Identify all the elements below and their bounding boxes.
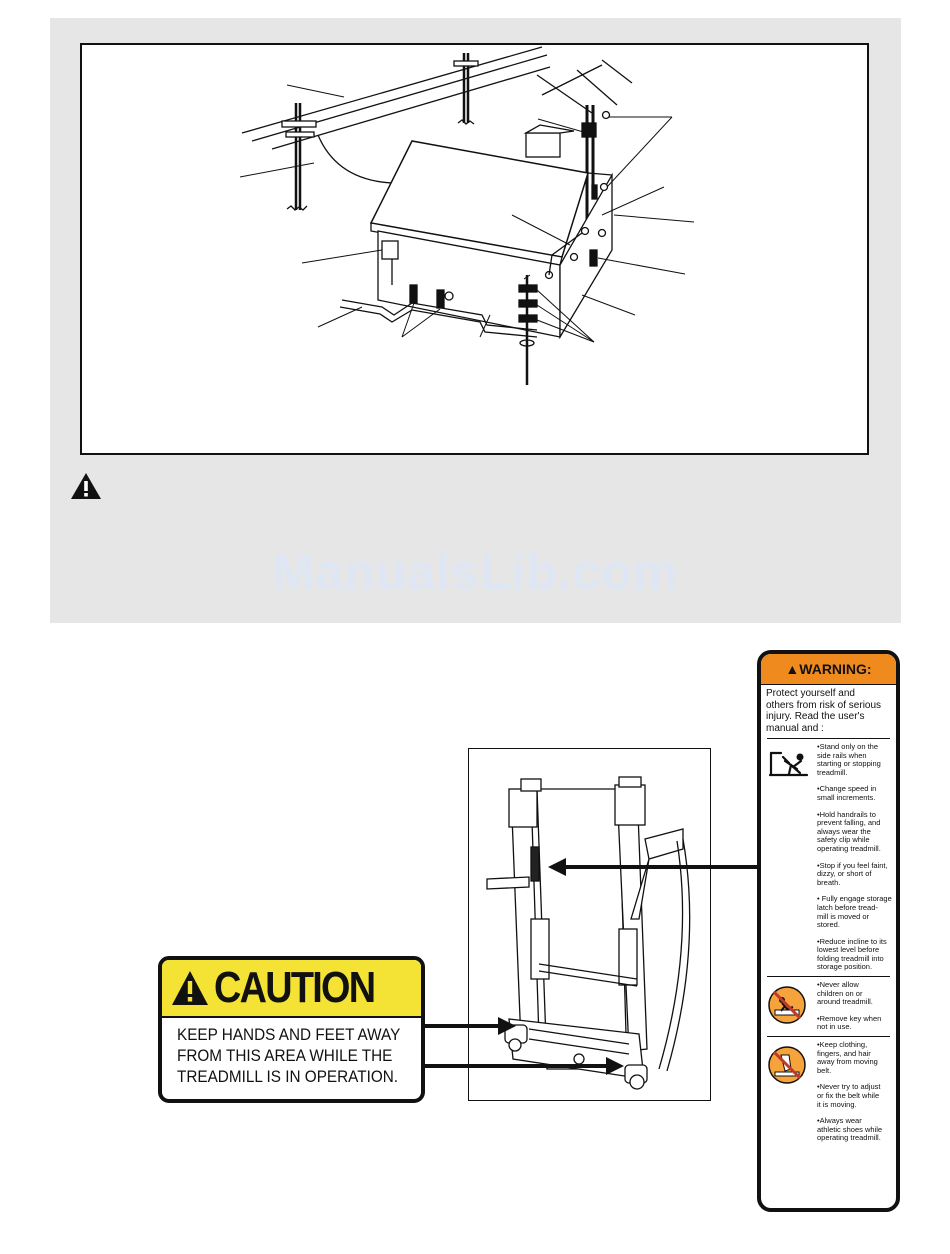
rule-line: always wear the <box>817 826 871 836</box>
rule-line: small increments. <box>817 792 876 802</box>
caution-line: KEEP HANDS AND FEET AWAY <box>177 1025 401 1044</box>
rule-line: lowest level before <box>817 945 880 955</box>
exclamation-triangle-icon <box>170 969 210 1007</box>
caution-text <box>162 1018 421 1087</box>
rule-item <box>817 1083 894 1109</box>
rule-line: not in use. <box>817 1022 852 1032</box>
rule-line: side rails when <box>817 750 867 760</box>
rule-line: around treadmill. <box>817 997 873 1007</box>
divider <box>767 738 890 739</box>
intro-line: Protect yourself and <box>766 688 855 699</box>
person-falling-icon <box>767 745 809 779</box>
warning-decal <box>757 650 900 1212</box>
rule-line: stored. <box>817 920 840 930</box>
no-children-icon <box>767 985 807 1025</box>
rule-line: storage position. <box>817 962 873 972</box>
intro-line: manual and : <box>766 722 824 734</box>
caution-title: CAUTION <box>213 963 374 1012</box>
rule-line: •Keep clothing, <box>817 1040 868 1050</box>
rule-line: operating treadmill. <box>817 1133 881 1143</box>
caution-line: FROM THIS AREA WHILE THE <box>177 1046 393 1065</box>
rule-line: •Never try to adjust <box>817 1082 881 1092</box>
rule-line: •Stop if you feel faint, <box>817 860 888 870</box>
divider <box>767 1036 890 1037</box>
rule-line: safety clip while <box>817 835 870 845</box>
rule-line: prevent falling, and <box>817 818 881 828</box>
rule-line: away from moving <box>817 1057 878 1067</box>
rule-line: or fix the belt while <box>817 1091 880 1100</box>
watermark-text: ManualsLib.com <box>272 544 679 600</box>
rule-line: •Always wear <box>817 1116 862 1126</box>
rule-line: dizzy, or short of <box>817 869 872 879</box>
rule-item <box>817 862 894 888</box>
rule-line: •Hold handrails to <box>817 809 876 819</box>
rule-line: folding treadmill into <box>817 953 884 963</box>
rule-line: •Stand only on the <box>817 742 879 751</box>
rule-line: latch before tread- <box>817 902 878 912</box>
divider <box>767 976 890 977</box>
rule-item <box>817 1041 894 1075</box>
caution-decal <box>158 956 425 1103</box>
rule-item <box>817 811 894 854</box>
intro-line: others from risk of serious <box>766 699 882 711</box>
caution-header <box>162 960 421 1018</box>
rule-line: belt. <box>817 1065 832 1075</box>
rule-item <box>817 981 894 1007</box>
rule-line: children on or <box>817 988 863 998</box>
warning-section-children <box>761 981 896 1032</box>
intro-line: injury. Read the user's <box>766 711 865 722</box>
rule-line: •Change speed in <box>817 784 877 794</box>
rule-line: •Remove key when <box>817 1013 882 1023</box>
rule-item <box>817 1015 894 1032</box>
rule-line: starting or stopping <box>817 759 881 769</box>
rule-line: mill is moved or <box>817 911 870 921</box>
rule-line: treadmill. <box>817 767 848 777</box>
rule-line: •Never allow <box>817 980 859 990</box>
rule-item <box>817 785 894 802</box>
warning-section-usage <box>761 743 896 972</box>
rule-item <box>817 895 894 929</box>
warning-intro <box>761 685 896 734</box>
rule-item <box>817 1117 894 1143</box>
rule-line: •Reduce incline to its <box>817 936 887 946</box>
caution-line: TREADMILL IS IN OPERATION. <box>177 1067 399 1086</box>
keep-hands-away-icon <box>767 1045 807 1085</box>
rule-line: breath. <box>817 877 841 887</box>
warning-header <box>761 654 896 685</box>
rule-item <box>817 938 894 972</box>
rule-line: it is moving. <box>817 1099 857 1109</box>
rule-line: fingers, and hair <box>817 1048 871 1058</box>
rule-line: • Fully engage storage <box>817 894 892 904</box>
warning-section-belt <box>761 1041 896 1143</box>
rule-line: operating treadmill. <box>817 843 881 853</box>
rule-item <box>817 743 894 777</box>
rule-line: athletic shoes while <box>817 1124 883 1134</box>
warning-title: ▲WARNING: <box>785 661 872 677</box>
